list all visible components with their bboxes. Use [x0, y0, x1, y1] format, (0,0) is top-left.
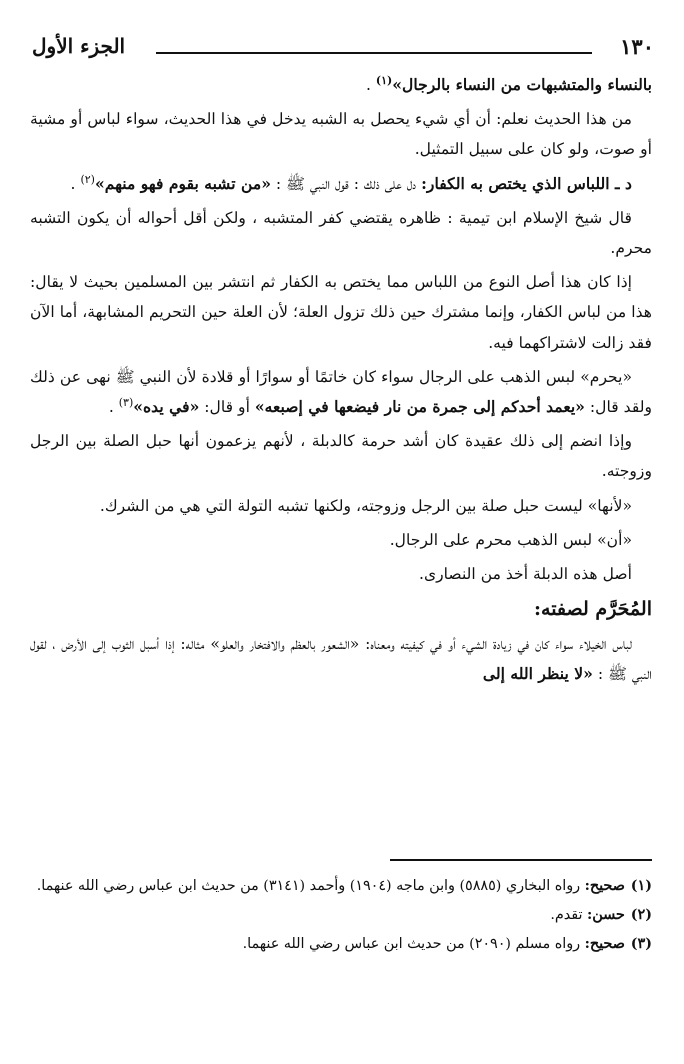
hadith-quote: «من تشبه بقوم فهو منهم» — [94, 173, 271, 193]
main-text — [30, 70, 652, 694]
hadith-quote: «يعمد أحدكم إلى جمرة من نار فيضعها في إصبعه» — [254, 397, 585, 417]
paragraph-gold: «يحرم» لبس الذهب على الرجال سواء كان خاتمًا أو سوارًا أو قلادة لأن النبي ﷺ نهى عن ذلك ولقد قال: «يعمد أحدكم إلى جمرة من نار فيضعها في إصبعه» أو قال: «في يده»$^{(٣)}$ . — [30, 367, 652, 417]
footnote-grade: حسن: — [587, 907, 625, 923]
footnote-text: تقدم. — [550, 907, 588, 923]
footnote-grade: صحيح: — [584, 936, 625, 952]
page-number: ١٣٠ — [620, 34, 654, 59]
paragraph-continuation: بالنساء والمتشبهات من النساء بالرجال»$^{(١)}$ . — [365, 73, 652, 94]
footnote-rule — [390, 859, 652, 861]
footnote-2 — [30, 901, 652, 930]
page-header — [32, 30, 654, 64]
footnote-text: رواه مسلم (٢٠٩٠) من حديث ابن عباس رضي الله عنهما. — [242, 936, 585, 952]
paragraph-ibn-taymiyyah: قال شيخ الإسلام ابن تيمية : ظاهره يقتضي كفر المتشبه ، ولكن أقل أحواله أن يكون التشبه محرم. — [30, 208, 652, 258]
hadith-quote: «في يده» — [133, 397, 200, 417]
footnote-1 — [30, 872, 652, 901]
footnote-grade: صحيح: — [584, 878, 625, 894]
paragraph-origin: أصل هذه الدبلة أخذ من النصارى. — [418, 565, 632, 584]
footnote-number: (٣) — [630, 936, 652, 952]
hadith-quote: «لا ينظر الله إلى — [482, 664, 593, 684]
footnote-ref-3: (٣) — [118, 395, 134, 409]
footnote-text: رواه البخاري (٥٨٨٥) وابن ماجه (١٩٠٤) وأحمد (٣١٤١) من حديث ابن عباس رضي الله عنهما. — [36, 878, 585, 894]
paragraph-text: أو قال: — [199, 398, 255, 417]
part-label: الجزء الأول — [32, 34, 126, 58]
footnote-ref-2: (٢) — [80, 172, 95, 186]
footnotes — [30, 872, 652, 959]
footnote-number: (١) — [630, 878, 652, 894]
footnote-number: (٢) — [630, 907, 652, 923]
paragraph-text: لباس الخيلاء سواء كان في زيادة الشيء أو في كيفيته ومعناه: «الشعور بالعظم والافتخار والعلو» مثاله: إذا أسبل الثوب إلى الأرض ، لقول النبي ﷺ : — [30, 635, 652, 684]
paragraph-ring: وإذا انضم إلى ذلك عقيدة كان أشد حرمة كالدبلة ، لأنهم يزعمون أنها حبل الصلة بين الرجل وزوجته. — [30, 432, 652, 481]
footnote-ref-1: (١) — [375, 73, 393, 87]
paragraph-because: «لأنها» ليست حبل صلة بين الرجل وزوجته، ولكنها تشبه التولة التي هي من الشرك. — [99, 496, 632, 515]
paragraph-spread: إذا كان هذا أصل النوع من اللباس مما يختص به الكفار ثم انتشر بين المسلمين بحيث لا يقال: هذا من لباس الكفار، وإنما مشترك حين ذلك تزول العلة؛ لأن العلة حين التحريم المشابهة، أما الآن فقد زالت لاشتراكهما فيه. — [30, 273, 652, 352]
footnote-3 — [30, 930, 652, 959]
paragraph-lesson: من هذا الحديث نعلم: أن أي شيء يحصل به الشبه يدخل في هذا الحديث، سواء لباس أو مشية أو صوت، ولو كان على سبيل التمثيل. — [30, 110, 652, 159]
paragraph-disbelievers-clothing: د ـ اللباس الذي يختص به الكفار: دل على ذلك : قول النبي ﷺ : «من تشبه بقوم فهو منهم»$^{(٢)}$ . — [70, 172, 632, 193]
paragraph-arrogance — [30, 629, 652, 689]
paragraph-text: «يحرم» لبس الذهب على الرجال سواء كان خاتمًا أو سوارًا أو قلادة لأن النبي ﷺ نهى عن ذلك ولقد قال: — [30, 367, 652, 417]
paragraph-text: دل على ذلك : قول النبي ﷺ : — [270, 174, 422, 193]
paragraph-gold-forbidden: «أن» لبس الذهب محرم على الرجال. — [389, 530, 632, 549]
continued-hadith: بالنساء والمتشبهات من النساء بالرجال» — [392, 75, 652, 94]
section-label-d: د ـ اللباس الذي يختص به الكفار: — [421, 173, 632, 193]
header-rule — [156, 52, 592, 54]
section-heading: المُحَرَّم لصفته: — [534, 598, 652, 621]
